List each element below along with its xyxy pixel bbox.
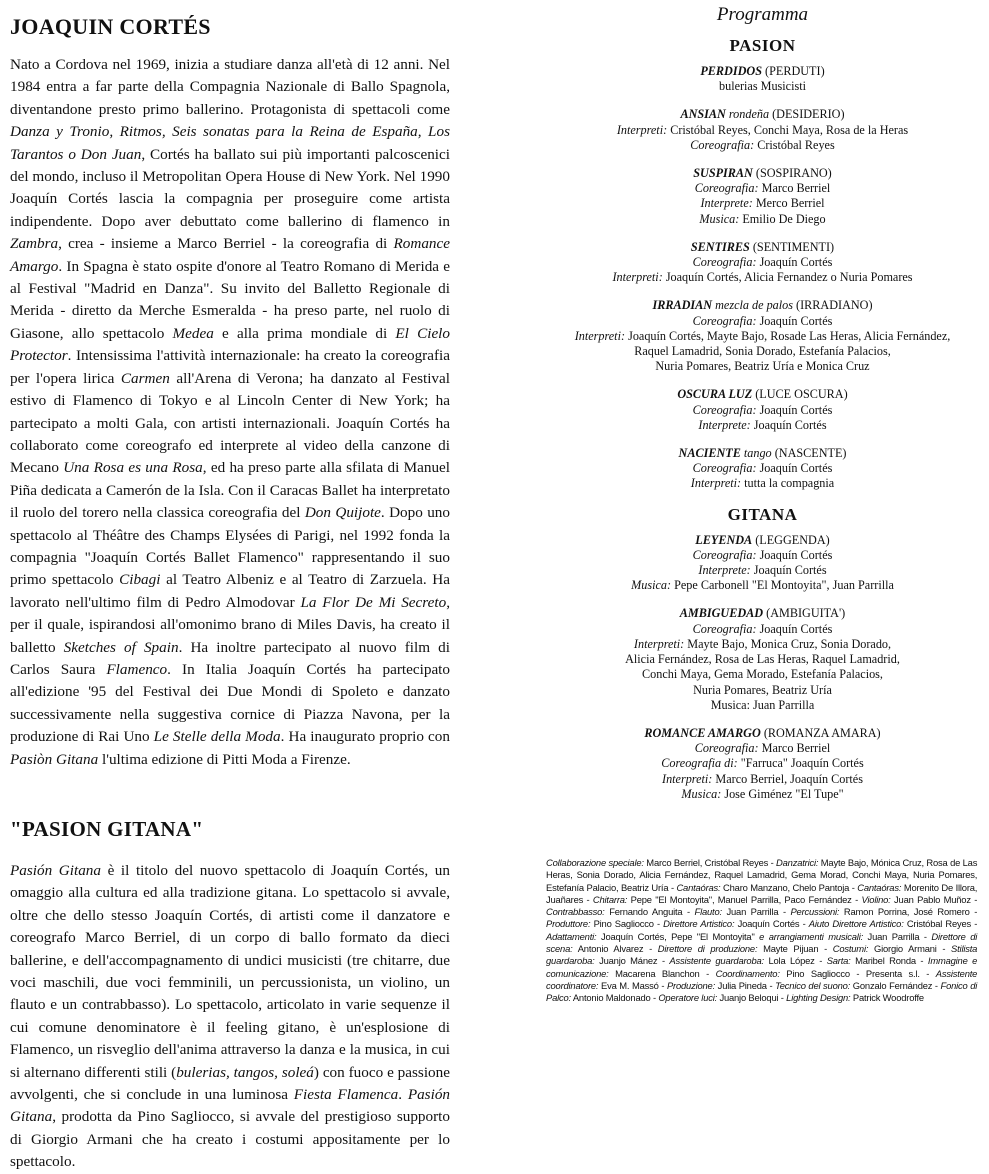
text-run: Giorgio Armani - (868, 944, 952, 956)
text-run: Mayte Pijuan - (757, 944, 833, 956)
text-run: Nato a Cordova nel 1969, inizia a studiare danza all'età di 12 anni. Nel 1984 entra a far parte della Compagnia Nazionale di Ballo Spagnola, diventandone presto primo ballerino. Protagonista di spettacoli come (10, 56, 450, 118)
text-run: al Teatro Albeniz e al Teatro di Zarzuela. Ha lavorato nell'ultimo film di Pedro Almodovar (10, 571, 450, 611)
italic-text-run: Produttore: (546, 919, 591, 931)
piece-heading (540, 533, 985, 548)
italic-text-run: Contrabbasso: (546, 907, 605, 919)
text-run: . Intensissima l'attività internazionale: ha creato la coreografia per l'opera lirica (10, 347, 450, 387)
italic-text-run: Assistente guardaroba: (669, 956, 764, 968)
credit-names: Joaquín Cortés (759, 461, 833, 476)
credit-role: Coreografia di: (661, 756, 738, 771)
credit-names: bulerias Musicisti (719, 79, 806, 94)
text-run: Fernando Anguita - (604, 907, 695, 919)
italic-text-run: Le Stelle della Moda (153, 728, 281, 746)
piece-translation: (SENTIMENTI) (752, 239, 835, 254)
credit-role: Coreografia: (692, 255, 757, 270)
piece-credit-line (540, 196, 985, 211)
program-section-title: GITANA (727, 504, 798, 524)
piece-credit-line (540, 181, 985, 196)
italic-text-run: Cantaóras: (676, 882, 721, 894)
italic-text-run: Direttore di scena: (546, 931, 978, 956)
italic-text-run: El Cielo Protector (10, 324, 450, 365)
piece-credit-line (540, 123, 985, 138)
text-run: Juanjo Mánez - (594, 956, 670, 968)
piece-translation: (IRRADIANO) (796, 298, 873, 313)
piece-credit-line (540, 344, 985, 359)
show-title: "PASION GITANA" (10, 817, 204, 841)
text-run: . Ha inaugurato proprio con (280, 728, 450, 746)
program-piece (540, 606, 985, 712)
italic-text-run: Danza y Tronio, Ritmos, Seis sonatas para la Reina de España, Los Tarantos o Don Juan (10, 123, 450, 163)
credit-names: Nuria Pomares, Beatriz Uría e Monica Cruz (655, 359, 870, 374)
credit-role: Musica: (631, 578, 672, 593)
text-run: è il titolo del nuovo spettacolo di Joaquín Cortés, un omaggio alla cultura ed alla tradizione gitana. Lo spettacolo si avvale, oltre che dello stesso Joaquín Cortés, di artisti come il danzatore e coreografo Marco Berriel, di un corpo di ballo formato da dieci ballerine, e dell'accompagnamento di undici musicisti (tre chitarre, due voci maschili, due voci femminili, un percussionista, un violino, un flauto e un contrabbasso). Lo spettacolo, articolato in varie sequenze il cui comune denominatore è il feeling gitano, è un'esplosione di Flamenco, un risveglio dell'anima attraverso la danza e la musica, in cui si alternano differenti stili ( (10, 862, 450, 1081)
piece-heading (540, 726, 985, 741)
text-run: Pino Sagliocco - Presenta s.l. - (779, 968, 936, 980)
text-run: Pepe "El Montoyita", Manuel Parrilla, Paco Fernández - (627, 894, 862, 906)
italic-text-run: Percussioni: (790, 907, 840, 919)
credit-names: Joaquín Cortés (753, 417, 827, 432)
text-run: Antonio Maldonado - (570, 993, 659, 1005)
text-run: , per il quale, ispirandosi all'omonimo brano di Miles Davis, ha creato il balletto (10, 593, 450, 656)
italic-text-run: Don Quijote (304, 504, 381, 522)
piece-credit-line (540, 314, 985, 329)
credit-names: Joaquín Cortés (759, 313, 833, 328)
credit-names: Pepe Carbonell "El Montoyita", Juan Parrilla (674, 578, 894, 593)
credit-role: Interpreti: (574, 328, 626, 343)
italic-text-run: Costumi: (832, 944, 869, 956)
text-run: Julia Pineda - (715, 980, 776, 992)
text-run: , Cortés ha ballato sui più importanti palcoscenici del mondo, incluso il Metropolitan Opera House di New York. Nel 1990 Joaquín Cortés lascia la compagnia per proseguire come artista indipendente. Dopo aver debuttato come ballerino di flamenco in (10, 145, 450, 230)
credit-names: Merco Berriel (755, 196, 825, 211)
piece-credit-line (540, 476, 985, 491)
piece-heading (540, 387, 985, 402)
text-run: . In Italia Joaquín Cortés ha partecipato all'edizione '95 del Festival dei Due Mondi di Spoleto e danzato successivamente nella suggestiva cornice di Piazza Navona, per la produzione di Rai Uno (10, 660, 450, 746)
italic-text-run: Adattamenti: (546, 931, 597, 943)
text-run: Maribel Ronda - (850, 956, 928, 968)
piece-credit-line (540, 270, 985, 285)
italic-text-run: Assistente coordinatore: (546, 968, 978, 992)
credit-names: Marco Berriel, Joaquín Cortés (715, 771, 863, 786)
credit-role: Interprete: (698, 417, 751, 432)
italic-text-run: Sketches of Spain (63, 638, 179, 656)
program-piece (540, 107, 985, 153)
credit-role: Coreografia: (692, 313, 757, 328)
piece-heading (540, 166, 985, 181)
italic-text-run: e arrangiamenti musicali: (759, 931, 864, 943)
italic-text-run: Carmen (120, 369, 170, 387)
italic-text-run: Lighting Design: (786, 993, 851, 1005)
piece-credit-line (540, 359, 985, 374)
piece-title: IRRADIAN (652, 298, 713, 313)
italic-text-run: Direttore di produzione: (657, 944, 758, 956)
credit-names: "Farruca" Joaquín Cortés (740, 756, 864, 771)
text-run: Morenito De Illora, Juañares - (546, 882, 978, 906)
piece-heading (540, 107, 985, 122)
piece-title: LEYENDA (695, 532, 753, 547)
text-run: Marco Berriel, Cristóbal Reyes - (643, 858, 777, 869)
italic-text-run: Zambra (10, 235, 59, 253)
italic-text-run: Sarta: (826, 956, 851, 968)
text-run: , crea - insieme a Marco Berriel - la coreografia di (58, 235, 394, 253)
text-run: Macarena Blanchon - (608, 968, 716, 980)
credit-names: tutta la compagnia (744, 476, 835, 491)
show-paragraph (10, 860, 450, 1174)
credit-role: Interpreti: (616, 122, 668, 137)
piece-credit-line (540, 418, 985, 433)
credit-role: Coreografia: (694, 741, 759, 756)
italic-text-run: Fiesta Flamenca (293, 1086, 399, 1104)
text-run: Gonzalo Fernández - (850, 980, 941, 992)
piece-translation: (LEGGENDA) (755, 532, 830, 547)
piece-credit-line (540, 255, 985, 270)
piece-credit-line (540, 637, 985, 652)
text-run: , ed ha preso parte alla sfilata di Manuel Piña dedicata a Camerón de la Isla. Con il Caracas Ballet ha interpretato il ruolo del torero nella classica coreografia del (10, 459, 451, 522)
italic-text-run: Pasión Gitana (10, 862, 101, 879)
credit-names: Nuria Pomares, Beatriz Uría (693, 682, 832, 697)
piece-credit-line (540, 683, 985, 698)
piece-heading (540, 64, 985, 79)
text-run: Charo Manzano, Chelo Pantoja - (720, 882, 858, 894)
credit-names: Alicia Fernández, Rosa de Las Heras, Raquel Lamadrid, (625, 652, 900, 667)
italic-text-run: Pasiòn Gitana (10, 750, 99, 768)
piece-genre: tango (743, 446, 772, 461)
credit-role: Interpreti: (690, 476, 742, 491)
credit-names: Marco Berriel (761, 741, 831, 756)
credit-role: Interpreti: (662, 771, 713, 786)
credit-names: Joaquín Cortés (759, 547, 833, 562)
text-run: e alla prima mondiale di (213, 324, 396, 342)
italic-text-run: Produzione: (666, 980, 716, 992)
credit-role: Coreografia: (692, 461, 757, 476)
bio-paragraph (10, 54, 450, 771)
text-run: Joaquín Cortés, Pepe "El Montoyita" (596, 931, 760, 943)
credit-role: Coreografia: (692, 402, 757, 417)
piece-credit-line (540, 563, 985, 578)
text-run: Pino Sagliocco - (590, 919, 664, 931)
piece-credit-line (540, 741, 985, 756)
italic-text-run: Flauto: (694, 907, 722, 919)
text-run: Juan Parrilla - (863, 931, 932, 943)
piece-heading (540, 446, 985, 461)
italic-text-run: Coordinamento: (715, 968, 780, 980)
bio-title: JOAQUIN CORTÉS (10, 14, 211, 39)
credit-role: Coreografia: (690, 137, 755, 152)
credit-role: Musica: (681, 786, 722, 801)
credit-names: Joaquín Cortés (759, 621, 833, 636)
piece-credit-line (540, 756, 985, 771)
credit-names: Joaquín Cortés, Alicia Fernandez o Nuria Pomares (665, 270, 913, 285)
piece-credit-line (540, 787, 985, 802)
piece-credit-line (540, 578, 985, 593)
program-heading: Programma (716, 4, 809, 25)
piece-translation: (LUCE OSCURA) (755, 387, 848, 402)
credit-names: Conchi Maya, Gema Morado, Estefanía Palacios, (642, 667, 883, 682)
text-run: ) con fuoco e passione avvolgenti, che si conclude in una luminosa (10, 1063, 450, 1104)
piece-credit-line (540, 548, 985, 563)
text-run: Ramon Porrina, José Romero - (839, 907, 978, 919)
piece-translation: (ROMANZA AMARA) (763, 725, 881, 740)
italic-text-run: Chitarra: (592, 894, 628, 906)
program-piece (540, 240, 985, 286)
piece-translation: (DESIDERIO) (772, 107, 845, 122)
piece-title: NACIENTE (678, 446, 741, 461)
piece-credit-line (540, 212, 985, 227)
text-run: Eva M. Massó - (598, 980, 667, 992)
piece-title: ROMANCE AMARGO (644, 725, 761, 740)
program-sections (540, 36, 985, 802)
italic-text-run: Romance Amargo (10, 235, 450, 275)
italic-text-run: Cibagi (119, 571, 161, 589)
credit-names: Joaquín Cortés (753, 563, 827, 578)
text-run: . In Spagna è stato ospite d'onore al Teatro Romano di Merida e al Festival "Madrid en Danza". Su invito del Balletto Regionale di Merida - diretto da Merche Esmeralda - ha preso parte, nel ruolo di Giasone, allo spettacolo (10, 257, 450, 342)
italic-text-run: Violino: (861, 894, 891, 906)
text-run: , prodotta da Pino Sagliocco, si avvale del prestigioso supporto di Giorgio Armani che ha creato i costumi appositamente per lo spettacolo. (10, 1108, 450, 1171)
piece-heading (540, 298, 985, 313)
italic-text-run: Una Rosa es una Rosa (63, 459, 203, 477)
text-run: . (398, 1086, 408, 1104)
credit-names: Joaquín Cortés, Mayte Bajo, Rosade Las Heras, Alicia Fernández, (628, 328, 951, 343)
italic-text-run: Flamenco (106, 660, 168, 678)
credit-names: Emilio De Diego (742, 211, 826, 226)
piece-translation: (NASCENTE) (774, 446, 847, 461)
credits-block (546, 858, 977, 1006)
piece-credit-line (540, 79, 985, 94)
program-column (540, 4, 985, 815)
credit-role: Interprete: (700, 196, 753, 211)
left-column (10, 14, 450, 1174)
piece-credit-line (540, 329, 985, 344)
credit-names: Marco Berriel (761, 181, 831, 196)
italic-text-run: Immagine e comunicazione: (546, 956, 978, 980)
piece-title: SUSPIRAN (693, 166, 753, 181)
program-piece (540, 446, 985, 492)
piece-heading (540, 606, 985, 621)
text-run: Juan Parrilla - (721, 907, 791, 919)
piece-credit-line (540, 652, 985, 667)
text-run: Lola López - (763, 956, 827, 968)
piece-translation: (PERDUTI) (765, 64, 825, 78)
text-run: Juanjo Beloqui - (717, 993, 787, 1005)
text-run: Patrick Woodroffe (850, 993, 924, 1005)
text-run: Mayte Bajo, Mónica Cruz, Rosa de Las Heras, Sonia Dorado, Alicia Fernández, Raquel Lamadrid, Gema Morad, Conchi Maya, Nuria Pomares, Estefanía Palacio, Beatriz Uría - (546, 858, 978, 894)
credit-names: Joaquín Cortés (759, 255, 833, 270)
piece-translation: (SOSPIRANO) (755, 166, 832, 181)
program-piece (540, 64, 985, 94)
credit-names: Cristóbal Reyes, Conchi Maya, Rosa de la Heras (670, 122, 909, 137)
piece-credit-line (540, 667, 985, 682)
italic-text-run: Stilista guardaroba: (546, 944, 978, 968)
piece-title: PERDIDOS (700, 64, 762, 78)
italic-text-run: Fonico di Palco: (546, 980, 978, 1005)
italic-text-run: Direttore Artistico: (663, 919, 735, 931)
piece-credit-line (540, 403, 985, 418)
credit-names: Musica: Juan Parrilla (710, 697, 815, 712)
text-run: Juan Pablo Muñoz - (890, 894, 978, 906)
italic-text-run: bulerias, tangos, soleá (176, 1063, 314, 1081)
italic-text-run: Collaborazione speciale: (546, 858, 644, 869)
credit-names: Joaquín Cortés (759, 402, 833, 417)
piece-credit-line (540, 138, 985, 153)
text-run: . Dopo uno spettacolo al Théâtre des Champs Elysées di Parigi, nel 1992 fonda la compagnia "Joaquín Cortés Ballet Flamenco" rappresentando il suo primo spettacolo (10, 504, 450, 589)
text-run: all'Arena di Verona; ha danzato al Festival estivo di Flamenco di Tokyo e al Lincoln Center di New York; ha partecipato a molti Gala, con artisti internazionali. Joaquín Cortés ha collaborato come coreografo ed interprete al video della canzone di Mecano (10, 369, 450, 477)
italic-text-run: La Flor De Mi Secreto (300, 593, 447, 611)
program-piece (540, 533, 985, 594)
italic-text-run: Pasión Gitana (10, 1086, 451, 1126)
credit-names: Cristóbal Reyes (757, 137, 835, 152)
piece-genre: mezcla de palos (715, 298, 793, 313)
credit-role: Interpreti: (612, 270, 663, 285)
program-piece (540, 166, 985, 227)
program-section-title: PASION (729, 36, 796, 55)
italic-text-run: Medea (172, 324, 214, 342)
piece-title: AMBIGUEDAD (679, 606, 764, 621)
piece-credit-line (540, 622, 985, 637)
credit-role: Coreografia: (692, 547, 757, 562)
text-run: l'ultima edizione di Pitti Moda a Firenze. (98, 750, 351, 768)
text-run: Cristóbal Reyes - (903, 919, 978, 931)
italic-text-run: Danzatrici: (776, 858, 819, 869)
piece-title: SENTIRES (690, 239, 750, 254)
credit-names: Raquel Lamadrid, Sonia Dorado, Estefanía Palacios, (634, 344, 891, 359)
piece-title: OSCURA LUZ (677, 387, 753, 402)
credit-role: Coreografia: (694, 181, 759, 196)
program-piece (540, 387, 985, 433)
piece-genre: rondeña (728, 107, 770, 122)
piece-credit-line (540, 772, 985, 787)
piece-credit-line (540, 698, 985, 713)
text-run: . Ha inoltre partecipato al nuovo film di Carlos Saura (10, 638, 450, 678)
text-run: Joaquín Cortés - (734, 919, 809, 931)
piece-credit-line (540, 461, 985, 476)
piece-title: ANSIAN (680, 107, 726, 122)
italic-text-run: Operatore luci: (658, 993, 718, 1005)
credit-role: Coreografia: (692, 621, 757, 636)
italic-text-run: Cantaóras: (857, 882, 902, 894)
program-piece (540, 298, 985, 374)
piece-heading (540, 240, 985, 255)
credit-names: Jose Giménez "El Tupe" (724, 786, 844, 801)
credit-role: Musica: (699, 211, 740, 226)
piece-translation: (AMBIGUITA') (766, 606, 846, 621)
credit-names: Mayte Bajo, Monica Cruz, Sonia Dorado, (687, 636, 892, 651)
program-piece (540, 726, 985, 802)
credit-role: Interprete: (698, 563, 751, 578)
credit-role: Interpreti: (633, 636, 685, 651)
text-run: Antonio Alvarez - (572, 944, 658, 956)
italic-text-run: Tecnico del suono: (775, 980, 851, 992)
italic-text-run: Aiuto Direttore Artistico: (808, 919, 904, 931)
